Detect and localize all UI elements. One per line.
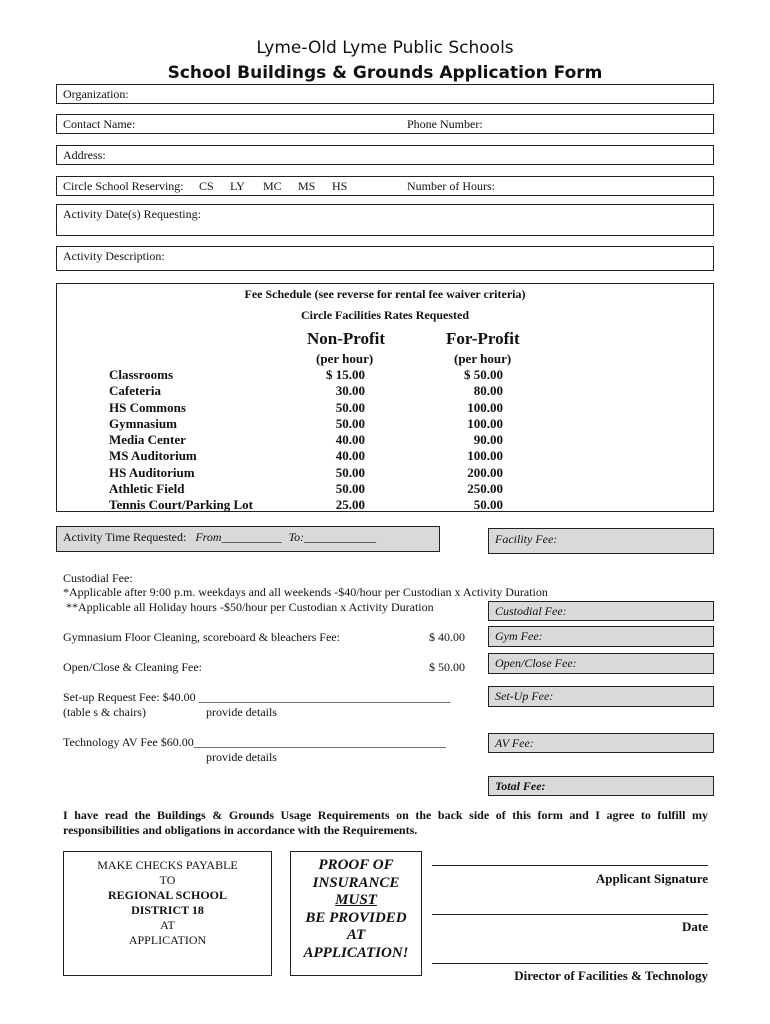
- facility-name: HS Commons: [109, 399, 186, 415]
- facility-name: Athletic Field: [109, 481, 185, 497]
- facility-name: Tennis Court/Parking Lot: [109, 497, 253, 513]
- applicant-signature-line[interactable]: [432, 865, 708, 866]
- custodial-fee-field[interactable]: [488, 601, 714, 621]
- openclose-fee-label: Open/Close & Cleaning Fee:: [63, 660, 202, 674]
- nonprofit-rate: 50.00: [335, 464, 365, 480]
- forprofit-rate: 100.00: [467, 399, 503, 415]
- insurance-line-1: PROOF OF: [318, 857, 394, 873]
- av-fee-box-label: AV Fee:: [495, 736, 534, 750]
- activity-time-to[interactable]: To:____________: [288, 530, 377, 544]
- total-fee-label: Total Fee:: [495, 779, 546, 793]
- forprofit-rate: 100.00: [467, 448, 503, 464]
- checks-payable-box: [63, 851, 272, 976]
- forprofit-rate: 200.00: [467, 464, 503, 480]
- circle-school-label: Circle School Reserving:: [63, 179, 184, 193]
- fee-row: [109, 383, 669, 399]
- address-field[interactable]: [56, 145, 714, 165]
- checks-line-6: APPLICATION: [128, 933, 207, 947]
- openclose-fee-field[interactable]: [488, 653, 714, 674]
- director-signature-label: Director of Facilities & Technology: [514, 968, 708, 983]
- checks-line-2: TO: [159, 873, 176, 887]
- activity-description-label: Activity Description:: [63, 249, 165, 263]
- activity-dates-label: Activity Date(s) Requesting:: [63, 207, 201, 221]
- agreement-text: I have read the Buildings & Grounds Usage Requirements on the back side of this form and I agree to fulfill my responsibilities and obligations in accordance with the Requirements.: [63, 808, 708, 837]
- openclose-fee-amount: $ 50.00: [429, 660, 465, 674]
- forprofit-per-hour: (per hour): [454, 351, 512, 366]
- checks-line-1: MAKE CHECKS PAYABLE: [97, 858, 238, 872]
- facility-fee-field[interactable]: [488, 528, 714, 554]
- insurance-line-3: MUST: [335, 892, 377, 909]
- forprofit-rate: $ 50.00: [464, 367, 503, 382]
- activity-time-from[interactable]: From__________: [195, 530, 282, 544]
- fee-row: [109, 432, 669, 448]
- av-fee-field[interactable]: [488, 733, 714, 753]
- insurance-line-6: APPLICATION!: [303, 944, 409, 961]
- custodial-line-1: *Applicable after 9:00 p.m. weekdays and all weekends -$40/hour per Custodian x Activity Duration: [63, 585, 548, 599]
- organization-field[interactable]: [56, 84, 714, 104]
- fee-row: [109, 481, 669, 497]
- nonprofit-rate: 50.00: [335, 415, 365, 431]
- nonprofit-rate: 25.00: [335, 497, 365, 513]
- forprofit-header: For-Profit: [446, 329, 520, 348]
- fee-schedule-subtitle: Circle Facilities Rates Requested: [300, 308, 470, 322]
- activity-time-label: Activity Time Requested:: [63, 530, 187, 544]
- custodial-fee-label: Custodial Fee:: [495, 604, 567, 618]
- phone-number-label[interactable]: Phone Number:: [407, 117, 483, 131]
- fee-row: [109, 400, 669, 416]
- tech-fee-label[interactable]: Technology AV Fee $60.00__________________________________________: [63, 735, 446, 749]
- fee-schedule-title: Fee Schedule (see reverse for rental fee waiver criteria): [244, 287, 526, 301]
- activity-time-field[interactable]: [56, 526, 440, 552]
- facility-name: Gymnasium: [109, 415, 177, 431]
- school-option-hs[interactable]: HS: [332, 179, 348, 193]
- nonprofit-rate: 40.00: [335, 432, 365, 448]
- fee-table: [109, 367, 669, 514]
- nonprofit-rate: 50.00: [335, 399, 365, 415]
- school-row: [56, 176, 714, 196]
- facility-fee-label: Facility Fee:: [495, 532, 558, 546]
- nonprofit-rate: 30.00: [335, 383, 365, 399]
- activity-description-field[interactable]: [56, 246, 714, 271]
- checks-line-3: REGIONAL SCHOOL: [107, 888, 228, 902]
- insurance-line-4: BE PROVIDED: [305, 909, 407, 926]
- contact-row: [56, 114, 714, 134]
- forprofit-rate: 100.00: [467, 415, 503, 431]
- activity-dates-field[interactable]: [56, 204, 714, 236]
- facility-name: Media Center: [109, 432, 186, 448]
- number-of-hours-label[interactable]: Number of Hours:: [407, 179, 495, 193]
- facility-name: MS Auditorium: [109, 448, 197, 464]
- setup-fee-sub: (table s & chairs): [63, 705, 146, 719]
- custodial-heading: Custodial Fee:: [63, 571, 133, 585]
- gym-fee-field[interactable]: [488, 626, 714, 647]
- setup-fee-box-label: Set-Up Fee:: [495, 689, 554, 703]
- contact-name-label[interactable]: Contact Name:: [63, 117, 136, 131]
- school-option-ms[interactable]: MS: [298, 179, 316, 193]
- insurance-box: [290, 851, 422, 976]
- director-signature-line[interactable]: [432, 963, 708, 964]
- forprofit-rate: 250.00: [467, 481, 503, 497]
- form-title: School Buildings & Grounds Application Form: [167, 63, 603, 83]
- checks-line-5: AT: [160, 918, 175, 932]
- setup-provide-details: provide details: [206, 705, 277, 719]
- address-label: Address:: [63, 148, 106, 162]
- openclose-fee-box-label: Open/Close Fee:: [495, 656, 577, 670]
- nonprofit-rate: 50.00: [335, 481, 365, 497]
- nonprofit-per-hour: (per hour): [316, 351, 374, 366]
- date-label: Date: [682, 919, 708, 934]
- fee-row: [109, 497, 669, 513]
- fee-row: [109, 448, 669, 464]
- fee-schedule-box: [56, 283, 714, 512]
- checks-line-4: DISTRICT 18: [131, 903, 204, 917]
- tech-provide-details: provide details: [206, 750, 277, 764]
- insurance-line-5: AT: [346, 927, 366, 944]
- setup-fee-label[interactable]: Set-up Request Fee: $40.00 __________________________________________: [63, 690, 451, 704]
- total-fee-field[interactable]: [488, 776, 714, 796]
- forprofit-rate: 50.00: [473, 497, 503, 513]
- page-title: Lyme-Old Lyme Public Schools: [256, 38, 514, 58]
- insurance-line-2: INSURANCE: [312, 874, 400, 891]
- gym-fee-label: Gymnasium Floor Cleaning, scoreboard & bleachers Fee:: [63, 630, 340, 644]
- fee-row: [109, 416, 669, 432]
- gym-fee-box-label: Gym Fee:: [495, 629, 543, 643]
- facility-name: HS Auditorium: [109, 464, 195, 480]
- nonprofit-rate: $ 15.00: [326, 367, 365, 382]
- forprofit-rate: 80.00: [473, 383, 503, 399]
- facility-name: Classrooms: [109, 367, 174, 382]
- fee-row: [109, 367, 669, 383]
- school-option-ly[interactable]: LY: [230, 179, 245, 193]
- gym-fee-amount: $ 40.00: [429, 630, 465, 644]
- organization-label: Organization:: [63, 87, 129, 101]
- nonprofit-header: Non-Profit: [307, 329, 386, 348]
- nonprofit-rate: 40.00: [335, 448, 365, 464]
- school-option-cs[interactable]: CS: [199, 179, 214, 193]
- facility-name: Cafeteria: [109, 383, 161, 399]
- setup-fee-field[interactable]: [488, 686, 714, 707]
- forprofit-rate: 90.00: [473, 432, 503, 448]
- school-option-mc[interactable]: MC: [263, 179, 282, 193]
- fee-row: [109, 465, 669, 481]
- applicant-signature-label: Applicant Signature: [595, 871, 708, 886]
- custodial-line-2: **Applicable all Holiday hours -$50/hour per Custodian x Activity Duration: [66, 600, 434, 614]
- date-line[interactable]: [432, 914, 708, 915]
